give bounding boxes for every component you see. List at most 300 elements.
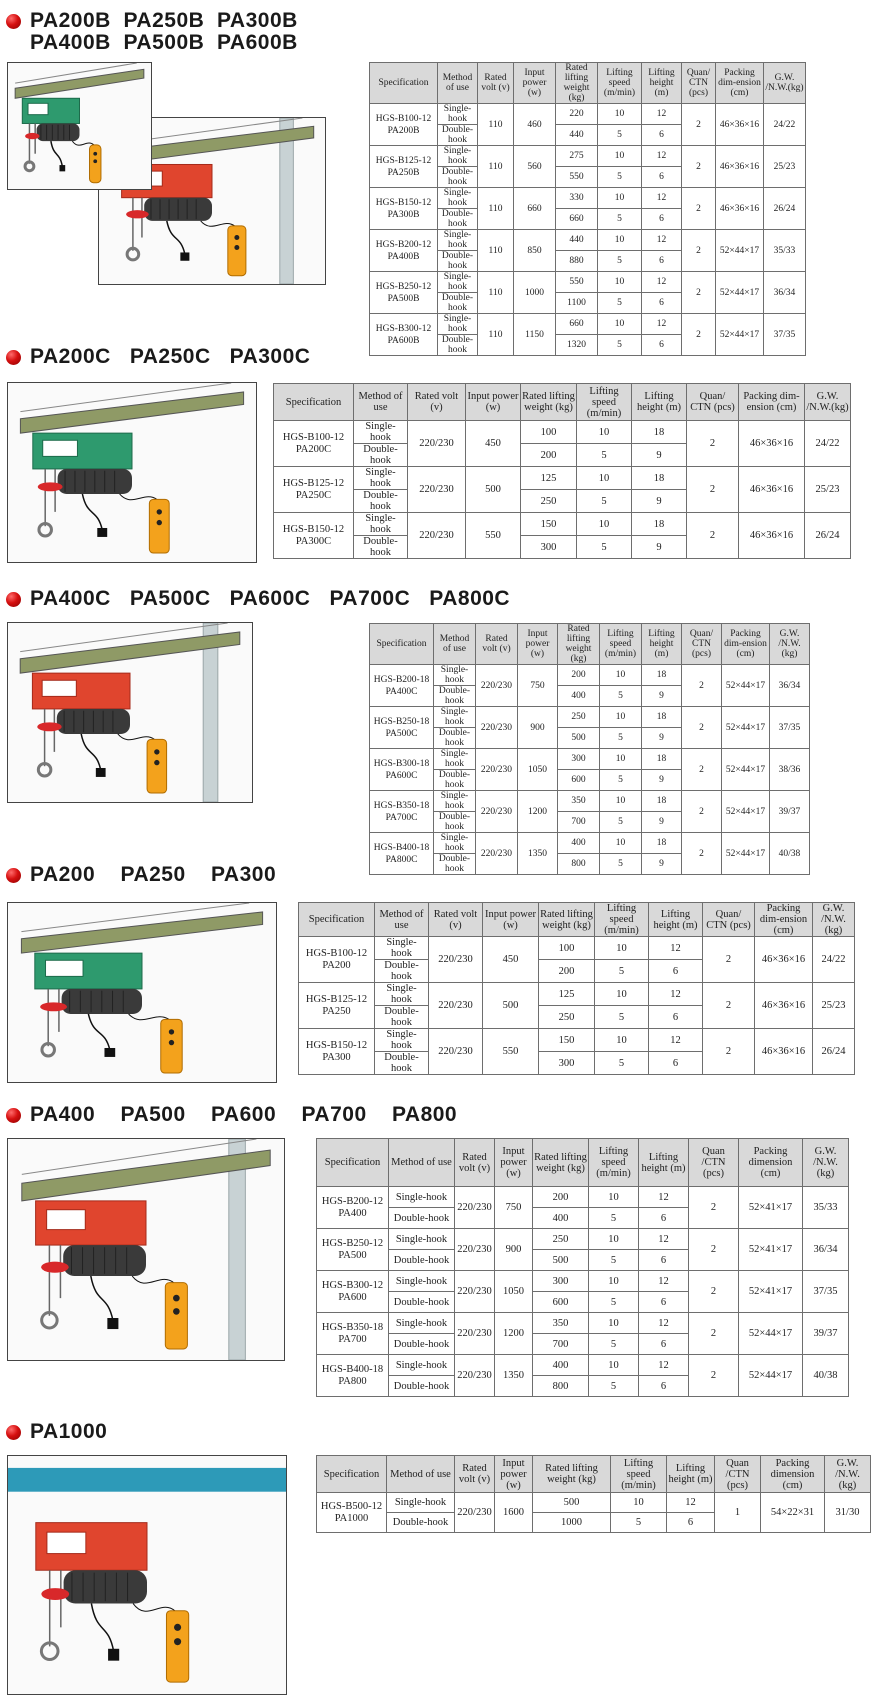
spec-cell <box>370 749 434 791</box>
model-name: PA500B <box>387 293 420 304</box>
pack-cell: 54×22×31 <box>761 1493 825 1533</box>
speed-cell: 5 <box>589 1376 639 1397</box>
qty-cell: 2 <box>682 791 722 833</box>
height-cell: 6 <box>649 1052 703 1075</box>
height-cell: 6 <box>642 293 682 314</box>
height-cell: 18 <box>632 421 687 444</box>
column-header: Rated volt (v) <box>455 1139 495 1187</box>
model-code: HGS-B300-12 <box>321 1279 384 1291</box>
column-header: G.W. /N.W. (kg) <box>803 1139 849 1187</box>
power-cell: 750 <box>518 665 558 707</box>
column-header: G.W. /N.W.(kg) <box>764 63 806 104</box>
speed-cell: 5 <box>595 1052 649 1075</box>
pack-cell: 52×41×17 <box>739 1271 803 1313</box>
height-cell: 6 <box>639 1208 689 1229</box>
pack-cell: 46×36×16 <box>755 983 813 1029</box>
model-name: PA500C <box>385 728 418 739</box>
speed-cell: 5 <box>598 293 642 314</box>
speed-cell: 5 <box>595 1006 649 1029</box>
weight-cell: 400 <box>533 1355 589 1376</box>
height-cell: 6 <box>642 251 682 272</box>
speed-cell: 5 <box>589 1250 639 1271</box>
speed-cell: 10 <box>589 1313 639 1334</box>
method-cell: Double-hook <box>389 1376 455 1397</box>
speed-cell: 10 <box>589 1187 639 1208</box>
method-cell: Double-hook <box>438 209 478 230</box>
column-header: Rated lifting weight (kg) <box>558 624 600 665</box>
table-row <box>370 749 810 770</box>
column-header: Packing dim-ension (cm) <box>722 624 770 665</box>
power-cell: 1050 <box>518 749 558 791</box>
section-title: PA1000 <box>6 1421 107 1443</box>
volt-cell: 220/230 <box>476 707 518 749</box>
weight-cell: 700 <box>533 1334 589 1355</box>
model-name: PA500 <box>338 1249 367 1261</box>
speed-cell: 5 <box>598 335 642 356</box>
model-name: PA600 <box>338 1291 367 1303</box>
speed-cell: 10 <box>611 1493 667 1513</box>
table-row <box>317 1229 849 1250</box>
power-cell: 550 <box>483 1029 539 1075</box>
qty-cell: 2 <box>687 467 739 513</box>
volt-cell: 110 <box>478 104 514 146</box>
table-header-row <box>317 1139 849 1187</box>
weight-cell: 600 <box>558 770 600 791</box>
pack-cell: 52×44×17 <box>739 1313 803 1355</box>
method-cell: Single-hook <box>434 791 476 812</box>
height-cell: 18 <box>632 467 687 490</box>
gw-cell: 26/24 <box>813 1029 855 1075</box>
weight-cell: 440 <box>556 125 598 146</box>
column-header: Input power (w) <box>483 903 539 937</box>
weight-cell: 300 <box>521 536 577 559</box>
power-cell: 1050 <box>495 1271 533 1313</box>
weight-cell: 660 <box>556 209 598 230</box>
height-cell: 12 <box>639 1229 689 1250</box>
volt-cell: 220/230 <box>408 467 466 513</box>
column-header: Rated volt (v) <box>476 624 518 665</box>
model-name: PA1000 <box>334 1512 369 1524</box>
spec-cell <box>317 1229 389 1271</box>
table-row <box>317 1187 849 1208</box>
speed-cell: 5 <box>600 770 642 791</box>
method-cell: Single-hook <box>354 467 408 490</box>
method-cell: Double-hook <box>354 490 408 513</box>
spec-cell <box>370 665 434 707</box>
speed-cell: 5 <box>600 854 642 875</box>
spec-table <box>273 383 851 559</box>
pack-cell: 52×44×17 <box>739 1355 803 1397</box>
speed-cell: 5 <box>598 167 642 188</box>
method-cell: Double-hook <box>438 125 478 146</box>
hoist-photo <box>7 622 253 803</box>
table-row <box>370 665 810 686</box>
qty-cell: 2 <box>682 833 722 875</box>
method-cell: Double-hook <box>375 1006 429 1029</box>
qty-cell: 2 <box>682 146 716 188</box>
method-cell: Double-hook <box>375 960 429 983</box>
method-cell: Single-hook <box>389 1229 455 1250</box>
table-row <box>370 791 810 812</box>
table-header-row <box>299 903 855 937</box>
height-cell: 12 <box>649 983 703 1006</box>
power-cell: 1150 <box>514 314 556 356</box>
speed-cell: 10 <box>598 146 642 167</box>
spec-table <box>316 1455 871 1533</box>
weight-cell: 660 <box>556 314 598 335</box>
power-cell: 560 <box>514 146 556 188</box>
gw-cell: 25/23 <box>813 983 855 1029</box>
weight-cell: 700 <box>558 812 600 833</box>
column-header: Packing dimension (cm) <box>761 1456 825 1493</box>
height-cell: 6 <box>639 1376 689 1397</box>
column-header: G.W. /N.W.(kg) <box>770 624 810 665</box>
table-row <box>370 833 810 854</box>
table-row <box>317 1355 849 1376</box>
qty-cell: 2 <box>682 707 722 749</box>
bullet-icon <box>6 592 21 607</box>
hoist-photo <box>7 1455 287 1695</box>
qty-cell: 2 <box>689 1313 739 1355</box>
weight-cell: 550 <box>556 167 598 188</box>
qty-cell: 2 <box>682 749 722 791</box>
qty-cell: 2 <box>703 983 755 1029</box>
height-cell: 18 <box>632 513 687 536</box>
height-cell: 9 <box>642 854 682 875</box>
method-cell: Single-hook <box>434 665 476 686</box>
model-code: HGS-B250-12 <box>375 281 432 292</box>
method-cell: Double-hook <box>389 1208 455 1229</box>
height-cell: 9 <box>632 536 687 559</box>
column-header: Lifting speed (m/min) <box>600 624 642 665</box>
method-cell: Single-hook <box>438 230 478 251</box>
weight-cell: 200 <box>533 1187 589 1208</box>
method-cell: Double-hook <box>375 1052 429 1075</box>
model-code: HGS-B125-12 <box>305 993 368 1005</box>
height-cell: 6 <box>642 167 682 188</box>
power-cell: 750 <box>495 1187 533 1229</box>
gw-cell: 25/23 <box>805 467 851 513</box>
model-name: PA800C <box>385 854 418 865</box>
column-header: Rated lifting weight (kg) <box>556 63 598 104</box>
weight-cell: 220 <box>556 104 598 125</box>
hoist-photo-green <box>7 62 152 190</box>
method-cell: Double-hook <box>434 812 476 833</box>
height-cell: 12 <box>642 188 682 209</box>
speed-cell: 5 <box>598 251 642 272</box>
method-cell: Single-hook <box>389 1187 455 1208</box>
method-cell: Single-hook <box>438 104 478 125</box>
gw-cell: 36/34 <box>803 1229 849 1271</box>
volt-cell: 110 <box>478 272 514 314</box>
gw-cell: 40/38 <box>770 833 810 875</box>
method-cell: Single-hook <box>375 937 429 960</box>
model-code: HGS-B150-12 <box>305 1039 368 1051</box>
model-name: PA200 <box>322 959 351 971</box>
method-cell: Single-hook <box>354 513 408 536</box>
column-header: Lifting speed (m/min) <box>577 384 632 421</box>
column-header: Quan /CTN (pcs) <box>715 1456 761 1493</box>
pack-cell: 52×44×17 <box>722 707 770 749</box>
height-cell: 12 <box>642 230 682 251</box>
spec-cell <box>370 230 438 272</box>
column-header: Specification <box>317 1139 389 1187</box>
height-cell: 9 <box>632 444 687 467</box>
speed-cell: 10 <box>598 188 642 209</box>
table-row <box>370 104 806 125</box>
weight-cell: 300 <box>558 749 600 770</box>
pack-cell: 52×44×17 <box>716 314 764 356</box>
volt-cell: 220/230 <box>455 1229 495 1271</box>
method-cell: Double-hook <box>434 728 476 749</box>
column-header: Lifting speed (m/min) <box>611 1456 667 1493</box>
model-code: HGS-B125-12 <box>375 155 432 166</box>
speed-cell: 10 <box>595 1029 649 1052</box>
speed-cell: 5 <box>589 1292 639 1313</box>
weight-cell: 1320 <box>556 335 598 356</box>
volt-cell: 220/230 <box>455 1187 495 1229</box>
model-code: HGS-B400-18 <box>321 1363 384 1375</box>
column-header: G.W. /N.W.(kg) <box>805 384 851 421</box>
height-cell: 12 <box>667 1493 715 1513</box>
speed-cell: 10 <box>600 749 642 770</box>
bullet-icon <box>6 1425 21 1440</box>
model-name: PA400B <box>387 251 420 262</box>
weight-cell: 250 <box>558 707 600 728</box>
gw-cell: 25/23 <box>764 146 806 188</box>
qty-cell: 2 <box>703 1029 755 1075</box>
pack-cell: 46×36×16 <box>755 1029 813 1075</box>
qty-cell: 2 <box>689 1355 739 1397</box>
gw-cell: 26/24 <box>805 513 851 559</box>
spec-cell <box>274 421 354 467</box>
weight-cell: 125 <box>521 467 577 490</box>
qty-cell: 2 <box>682 314 716 356</box>
method-cell: Double-hook <box>434 770 476 791</box>
table-header-row <box>370 624 810 665</box>
height-cell: 9 <box>632 490 687 513</box>
column-header: Specification <box>370 63 438 104</box>
power-cell: 1350 <box>495 1355 533 1397</box>
height-cell: 9 <box>642 770 682 791</box>
weight-cell: 150 <box>521 513 577 536</box>
method-cell: Single-hook <box>434 749 476 770</box>
spec-cell <box>317 1355 389 1397</box>
method-cell: Single-hook <box>438 146 478 167</box>
weight-cell: 800 <box>533 1376 589 1397</box>
speed-cell: 5 <box>598 125 642 146</box>
weight-cell: 400 <box>558 833 600 854</box>
model-code: HGS-B200-12 <box>321 1195 384 1207</box>
column-header: Rated volt (v) <box>408 384 466 421</box>
speed-cell: 10 <box>595 983 649 1006</box>
pack-cell: 52×41×17 <box>739 1229 803 1271</box>
height-cell: 6 <box>649 1006 703 1029</box>
column-header: Specification <box>317 1456 387 1493</box>
weight-cell: 300 <box>533 1271 589 1292</box>
table-row <box>317 1313 849 1334</box>
model-code: HGS-B250-12 <box>321 1237 384 1249</box>
gw-cell: 31/30 <box>825 1493 871 1533</box>
weight-cell: 1100 <box>556 293 598 314</box>
model-code: HGS-B150-12 <box>375 197 432 208</box>
volt-cell: 220/230 <box>429 1029 483 1075</box>
weight-cell: 150 <box>539 1029 595 1052</box>
model-code: HGS-B300-12 <box>375 323 432 334</box>
spec-cell <box>370 707 434 749</box>
height-cell: 6 <box>642 125 682 146</box>
height-cell: 12 <box>639 1313 689 1334</box>
weight-cell: 300 <box>539 1052 595 1075</box>
table-row <box>299 1029 855 1052</box>
speed-cell: 10 <box>598 230 642 251</box>
model-name: PA200B <box>387 125 420 136</box>
speed-cell: 10 <box>589 1271 639 1292</box>
column-header: Quan /CTN (pcs) <box>689 1139 739 1187</box>
power-cell: 500 <box>483 983 539 1029</box>
spec-table <box>316 1138 849 1397</box>
method-cell: Single-hook <box>434 707 476 728</box>
section-title: PA200B PA250B PA300B PA400B PA500B PA600B <box>6 10 298 54</box>
spec-cell <box>299 937 375 983</box>
column-header: Method of use <box>438 63 478 104</box>
qty-cell: 2 <box>687 421 739 467</box>
model-name: PA200C <box>295 443 332 455</box>
spec-cell <box>370 791 434 833</box>
speed-cell: 10 <box>600 791 642 812</box>
model-code: HGS-B300-18 <box>373 758 430 769</box>
method-cell: Single-hook <box>389 1313 455 1334</box>
method-cell: Double-hook <box>387 1513 455 1533</box>
spec-cell <box>274 513 354 559</box>
table-row <box>370 272 806 293</box>
power-cell: 450 <box>466 421 521 467</box>
model-name: PA600C <box>385 770 418 781</box>
column-header: Rated lifting weight (kg) <box>533 1456 611 1493</box>
speed-cell: 5 <box>577 536 632 559</box>
gw-cell: 36/34 <box>764 272 806 314</box>
section-title: PA200 PA250 PA300 <box>6 864 276 886</box>
power-cell: 900 <box>518 707 558 749</box>
volt-cell: 220/230 <box>429 983 483 1029</box>
column-header: Rated volt (v) <box>478 63 514 104</box>
pack-cell: 52×44×17 <box>722 749 770 791</box>
qty-cell: 2 <box>682 188 716 230</box>
weight-cell: 500 <box>533 1493 611 1513</box>
speed-cell: 5 <box>577 490 632 513</box>
model-code: HGS-B200-18 <box>373 674 430 685</box>
pack-cell: 52×44×17 <box>722 665 770 707</box>
volt-cell: 110 <box>478 314 514 356</box>
volt-cell: 110 <box>478 146 514 188</box>
table-row <box>370 146 806 167</box>
volt-cell: 220/230 <box>476 791 518 833</box>
speed-cell: 5 <box>577 444 632 467</box>
table-row <box>370 314 806 335</box>
method-cell: Double-hook <box>354 444 408 467</box>
weight-cell: 400 <box>533 1208 589 1229</box>
weight-cell: 500 <box>533 1250 589 1271</box>
column-header: Quan/ CTN (pcs) <box>682 624 722 665</box>
speed-cell: 10 <box>600 707 642 728</box>
pack-cell: 46×36×16 <box>716 188 764 230</box>
volt-cell: 220/230 <box>455 1355 495 1397</box>
weight-cell: 125 <box>539 983 595 1006</box>
method-cell: Double-hook <box>354 536 408 559</box>
height-cell: 12 <box>639 1271 689 1292</box>
column-header: Input power (w) <box>495 1139 533 1187</box>
column-header: Lifting speed (m/min) <box>598 63 642 104</box>
table-row <box>370 707 810 728</box>
speed-cell: 5 <box>600 728 642 749</box>
column-header: G.W. /N.W. (kg) <box>825 1456 871 1493</box>
power-cell: 550 <box>466 513 521 559</box>
weight-cell: 550 <box>556 272 598 293</box>
column-header: Rated lifting weight (kg) <box>521 384 577 421</box>
qty-cell: 2 <box>682 665 722 707</box>
height-cell: 6 <box>639 1250 689 1271</box>
hoist-photo <box>7 62 354 284</box>
pack-cell: 52×44×17 <box>722 791 770 833</box>
height-cell: 9 <box>642 728 682 749</box>
speed-cell: 10 <box>577 467 632 490</box>
column-header: Lifting height (m) <box>642 63 682 104</box>
column-header: Method of use <box>387 1456 455 1493</box>
model-name: PA400 <box>338 1207 367 1219</box>
gw-cell: 35/33 <box>764 230 806 272</box>
spec-cell <box>317 1271 389 1313</box>
weight-cell: 880 <box>556 251 598 272</box>
gw-cell: 37/35 <box>803 1271 849 1313</box>
model-name: PA700 <box>338 1333 367 1345</box>
speed-cell: 10 <box>600 833 642 854</box>
spec-cell <box>370 188 438 230</box>
speed-cell: 10 <box>595 937 649 960</box>
gw-cell: 24/22 <box>805 421 851 467</box>
column-header: G.W. /N.W.(kg) <box>813 903 855 937</box>
column-header: Method of use <box>434 624 476 665</box>
gw-cell: 39/37 <box>803 1313 849 1355</box>
model-code: HGS-B100-12 <box>282 431 345 443</box>
weight-cell: 250 <box>533 1229 589 1250</box>
column-header: Quan/ CTN (pcs) <box>703 903 755 937</box>
model-code: HGS-B125-12 <box>282 477 345 489</box>
column-header: Input power (w) <box>514 63 556 104</box>
weight-cell: 200 <box>539 960 595 983</box>
weight-cell: 440 <box>556 230 598 251</box>
method-cell: Single-hook <box>375 1029 429 1052</box>
hoist-photo <box>7 1138 285 1361</box>
volt-cell: 220/230 <box>408 513 466 559</box>
height-cell: 12 <box>642 314 682 335</box>
height-cell: 18 <box>642 749 682 770</box>
height-cell: 18 <box>642 707 682 728</box>
power-cell: 1350 <box>518 833 558 875</box>
weight-cell: 400 <box>558 686 600 707</box>
section-title: PA400C PA500C PA600C PA700C PA800C <box>6 588 510 610</box>
power-cell: 1200 <box>495 1313 533 1355</box>
column-header: Rated volt (v) <box>429 903 483 937</box>
weight-cell: 200 <box>521 444 577 467</box>
height-cell: 9 <box>642 686 682 707</box>
qty-cell: 2 <box>682 272 716 314</box>
height-cell: 6 <box>639 1292 689 1313</box>
model-code: HGS-B100-12 <box>305 947 368 959</box>
speed-cell: 10 <box>598 314 642 335</box>
weight-cell: 330 <box>556 188 598 209</box>
column-header: Lifting height (m) <box>649 903 703 937</box>
height-cell: 6 <box>642 209 682 230</box>
